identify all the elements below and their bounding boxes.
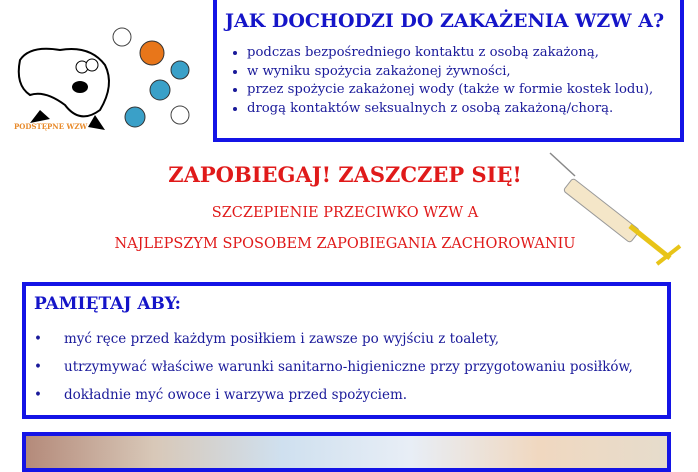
list-item-text: dokładnie myć owoce i warzywa przed spożyciem. (64, 387, 408, 403)
list-item: • utrzymywać właściwe warunki sanitarno-higieniczne przy przygotowaniu posiłków, (34, 359, 633, 375)
infection-routes-box (213, 0, 684, 142)
photo-banner (22, 432, 671, 472)
liver-cartoon-illustration (10, 15, 205, 135)
list-item: • przez spożycie zakażonej wody (także w formie kostek lodu), (247, 81, 653, 100)
list-item: • drogą kontaktów seksualnych z osobą zakażoną/chorą. (247, 100, 653, 119)
prevention-heading: ZAPOBIEGAJ! ZASZCZEP SIĘ! (168, 162, 522, 187)
prevention-line-2: NAJLEPSZYM SPOSOBEM ZAPOBIEGANIA ZACHOROWANIU (114, 236, 576, 252)
list-item: • w wyniku spożycia zakażonej żywności, (247, 63, 653, 82)
infection-routes-list (225, 44, 653, 118)
remember-box-title: PAMIĘTAJ ABY: (34, 294, 181, 314)
list-item-text: utrzymywać właściwe warunki sanitarno-higieniczne przy przygotowaniu posiłków, (64, 359, 633, 375)
remember-box (22, 282, 671, 419)
infection-box-title: JAK DOCHODZI DO ZAKAŻENIA WZW A? (225, 10, 665, 32)
illustration-caption: PODSTĘPNE WZW (14, 122, 88, 131)
prevention-line-1: SZCZEPIENIE PRZECIWKO WZW A (211, 205, 479, 221)
syringe-icon (545, 148, 685, 268)
list-item: • dokładnie myć owoce i warzywa przed spożyciem. (34, 387, 408, 403)
list-item: • myć ręce przed każdym posiłkiem i zawsze po wyjściu z toalety, (34, 331, 500, 347)
list-item: • podczas bezpośredniego kontaktu z osobą zakażoną, (247, 44, 653, 63)
list-item-text: myć ręce przed każdym posiłkiem i zawsze po wyjściu z toalety, (64, 331, 500, 347)
